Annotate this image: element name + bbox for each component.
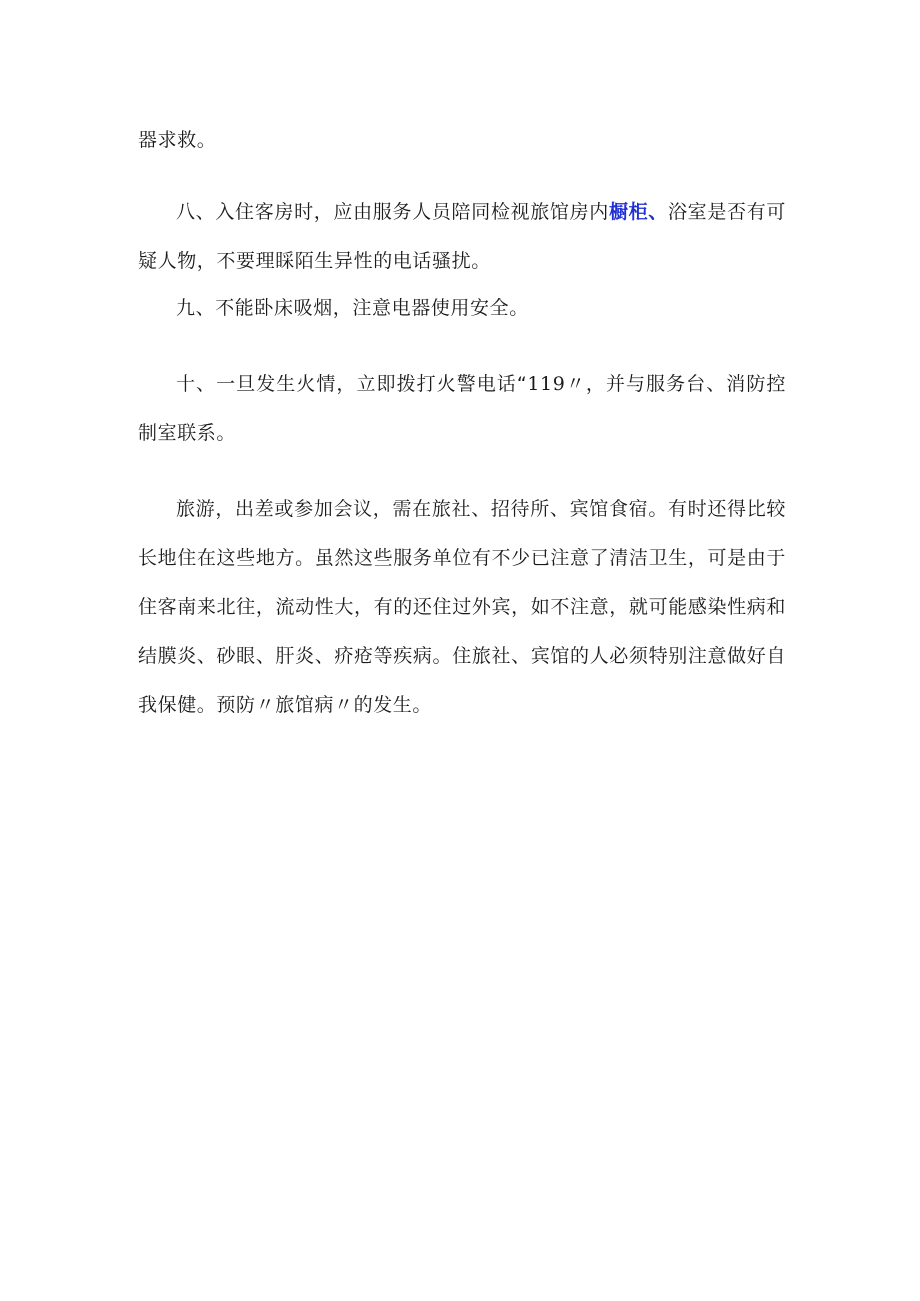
paragraph-text-before: 八、入住客房时，应由服务人员陪同检视旅馆房内 xyxy=(176,201,609,223)
paragraph-text: 旅游，出差或参加会议，需在旅社、招待所、宾馆食宿。有时还得比较长地住在这些地方。虽然这些服务单位有不少已注意了清洁卫生，可是由于住客南来北往，流动性大，有的还住过外宾，如不注意，就可能感染性病和结膜炎、砂眼、肝炎、疥疮等疾病。住旅社、宾馆的人必须特别注意做好自我保健。预防〃旅馆病〃的发生。 xyxy=(138,498,786,716)
fire-phone-number: 119〃 xyxy=(527,373,586,395)
cabinet-link[interactable]: 橱柜、 xyxy=(608,201,668,223)
paragraph-text: 器求救。 xyxy=(138,129,217,151)
paragraph-item-9 xyxy=(138,284,786,333)
paragraph-text-before: 十、一旦发生火情，立即拨打火警电话“ xyxy=(176,373,528,395)
paragraph-item-8 xyxy=(138,188,786,286)
paragraph-continuation xyxy=(138,116,786,165)
paragraph-text: 九、不能卧床吸烟，注意电器使用安全。 xyxy=(176,297,529,319)
paragraph-hotel-illness xyxy=(138,485,786,730)
paragraph-item-10 xyxy=(138,360,786,458)
paragraph-text-after: 浴室是否有可疑人物，不要理睬陌生异性的电话骚扰。 xyxy=(138,201,786,272)
paragraph-text-after: ，并与服务台、消防控制室联系。 xyxy=(138,373,786,444)
